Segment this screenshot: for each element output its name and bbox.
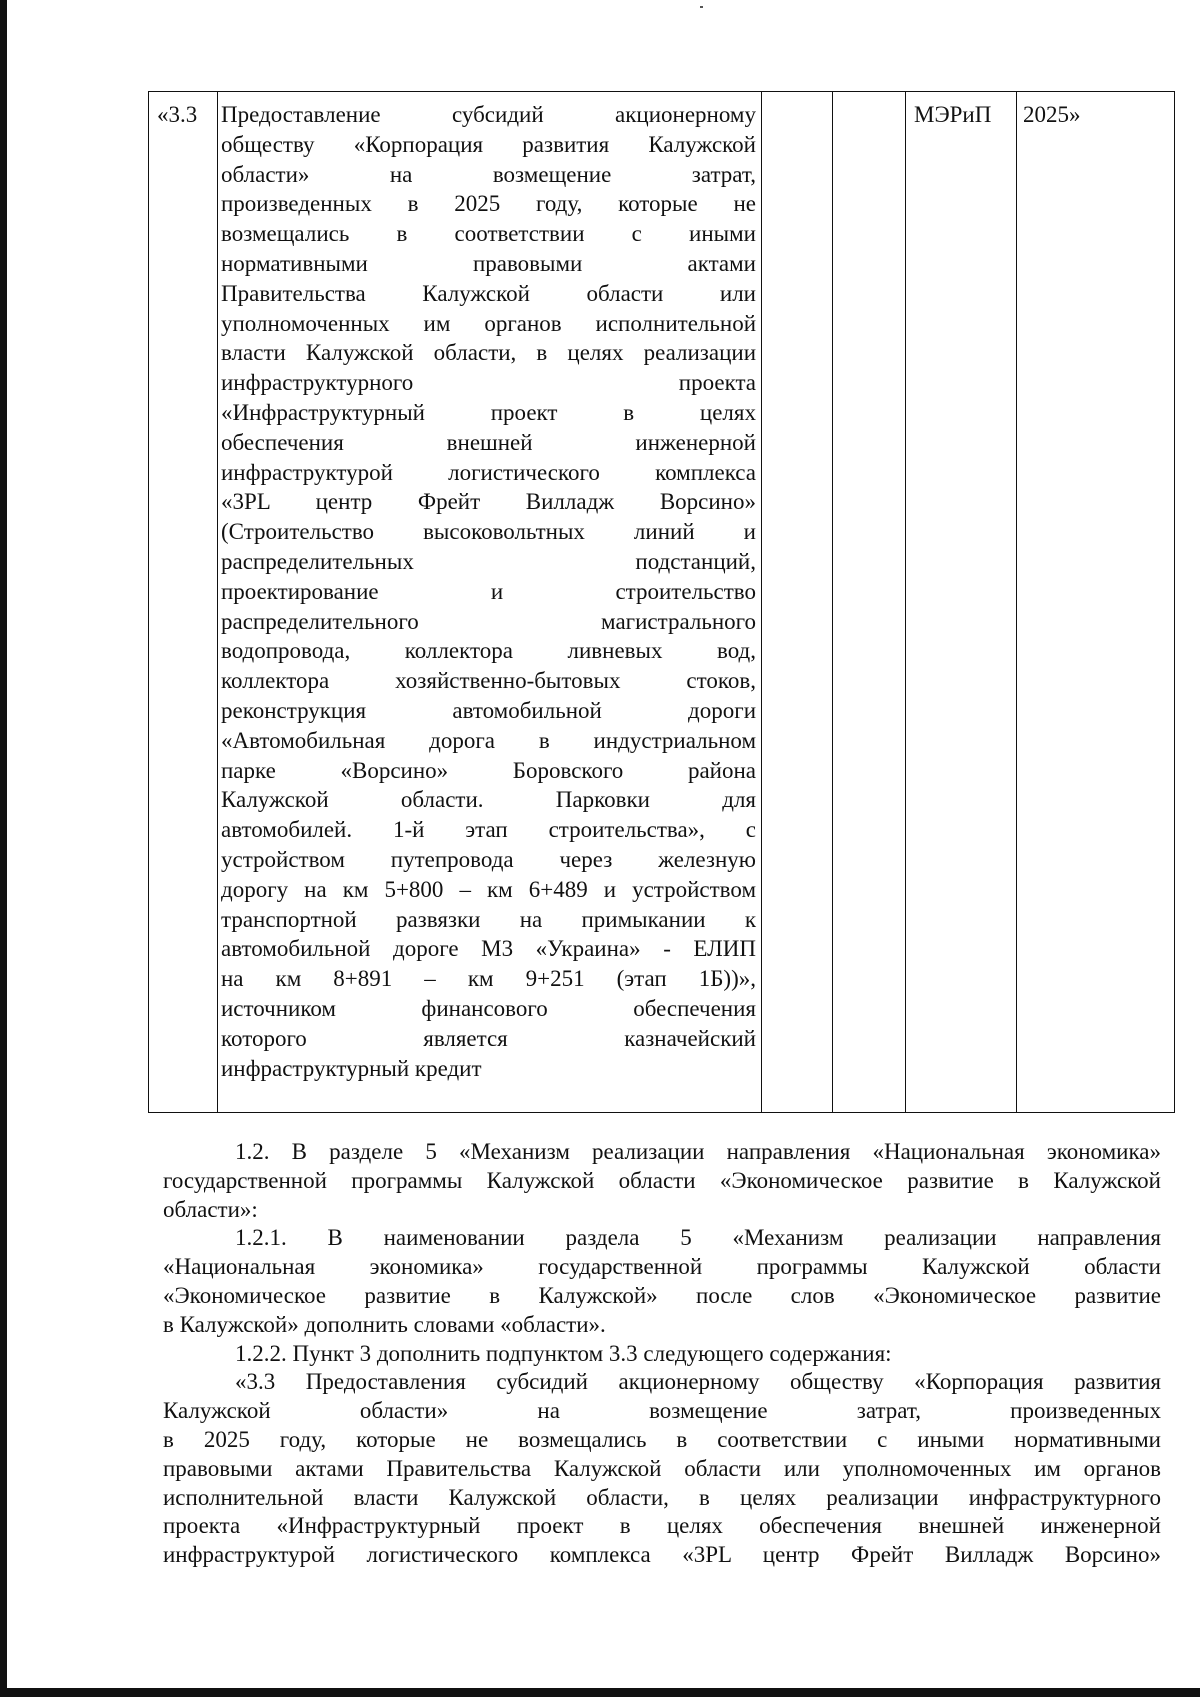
text-line: обеспечения внешней инженерной — [221, 429, 756, 455]
text-line: «Автомобильная дорога в индустриальном — [221, 727, 756, 753]
paragraph-line: «3.3 Предоставления субсидий акционерному обществу «Корпорация развития — [235, 1369, 1161, 1395]
text-line: водопровода, коллектора ливневых вод, — [221, 638, 756, 664]
paragraph-line: проекта «Инфраструктурный проект в целях обеспечения внешней инженерной — [163, 1513, 1161, 1539]
text-line: области» на возмещение затрат, — [221, 161, 756, 187]
text-line: инфраструктурный кредит — [221, 1055, 482, 1081]
text-line: распределительного магистрального — [221, 608, 756, 634]
text-line: парке «Ворсино» Боровского района — [221, 757, 756, 783]
paragraph-line: правовыми актами Правительства Калужской области или уполномоченных им органов — [163, 1455, 1161, 1481]
column-divider — [1016, 92, 1017, 1112]
program-table-row — [148, 91, 1175, 1113]
responsible-executor: МЭРиП — [914, 102, 992, 127]
paragraph-line: «Национальная экономика» государственной программы Калужской области — [163, 1254, 1161, 1280]
text-line: автомобилей. 1-й этап строительства», с — [221, 817, 756, 843]
text-line: которого является казначейский — [221, 1025, 756, 1051]
column-divider — [905, 92, 906, 1112]
text-line: устройством путепровода через железную — [221, 846, 756, 872]
scan-edge-bottom — [0, 1688, 1200, 1697]
text-line: реконструкция автомобильной дороги — [221, 697, 756, 723]
paragraph-line: инфраструктурой логистического комплекса «3PL центр Фрейт Вилладж Ворсино» — [163, 1542, 1161, 1568]
scan-speck — [700, 6, 703, 8]
text-line: инфраструктурного проекта — [221, 370, 756, 396]
text-line: «3PL центр Фрейт Вилладж Ворсино» — [221, 489, 756, 515]
amendment-text — [163, 1138, 1161, 1570]
paragraph-line: в Калужской» дополнить словами «области». — [163, 1311, 606, 1337]
paragraph-line: «Экономическое развитие в Калужской» после слов «Экономическое развитие — [163, 1282, 1161, 1308]
column-divider — [832, 92, 833, 1112]
paragraph-line: в 2025 году, которые не возмещались в соответствии с иными нормативными — [163, 1426, 1161, 1452]
paragraph-line: 1.2.1. В наименовании раздела 5 «Механизм реализации направления — [235, 1225, 1161, 1251]
text-line: (Строительство высоковольтных линий и — [221, 519, 756, 545]
text-line: транспортной развязки на примыкании к — [221, 906, 756, 932]
paragraph-line: 1.2.2. Пункт 3 дополнить подпунктом 3.3 следующего содержания: — [235, 1340, 892, 1366]
text-line: произведенных в 2025 году, которые не — [221, 191, 756, 217]
text-line: распределительных подстанций, — [221, 548, 756, 574]
text-line: уполномоченных им органов исполнительной — [221, 310, 756, 336]
paragraph-line: области»: — [163, 1196, 258, 1222]
text-line: проектирование и строительство — [221, 578, 756, 604]
text-line: власти Калужской области, в целях реализации — [221, 340, 756, 366]
paragraph-line: исполнительной власти Калужской области, в целях реализации инфраструктурного — [163, 1484, 1161, 1510]
text-line: дорогу на км 5+800 – км 6+489 и устройством — [221, 876, 756, 902]
text-line: на км 8+891 – км 9+251 (этап 1Б))», — [221, 966, 756, 992]
text-line: Калужской области. Парковки для — [221, 787, 756, 813]
text-line: возмещались в соответствии с иными — [221, 221, 756, 247]
text-line: коллектора хозяйственно-бытовых стоков, — [221, 668, 756, 694]
text-line: инфраструктурой логистического комплекса — [221, 459, 756, 485]
text-line: обществу «Корпорация развития Калужской — [221, 131, 756, 157]
implementation-year: 2025» — [1023, 102, 1081, 127]
text-line: «Инфраструктурный проект в целях — [221, 399, 756, 425]
column-divider — [217, 92, 218, 1112]
column-divider — [761, 92, 762, 1112]
text-line: автомобильной дороге М3 «Украина» - ЕЛИП — [221, 936, 756, 962]
row-number: «3.3 — [157, 102, 198, 127]
text-line: источником финансового обеспечения — [221, 995, 756, 1021]
paragraph-line: Калужской области» на возмещение затрат, произведенных — [163, 1398, 1161, 1424]
measure-description — [221, 100, 756, 1083]
text-line: нормативными правовыми актами — [221, 250, 756, 276]
paragraph-line: 1.2. В разделе 5 «Механизм реализации направления «Национальная экономика» — [235, 1139, 1161, 1164]
text-line: Правительства Калужской области или — [221, 280, 756, 306]
scan-edge-left — [0, 0, 7, 1697]
paragraph-line: государственной программы Калужской области «Экономическое развитие в Калужской — [163, 1167, 1161, 1193]
text-line: Предоставление субсидий акционерному — [221, 102, 756, 127]
